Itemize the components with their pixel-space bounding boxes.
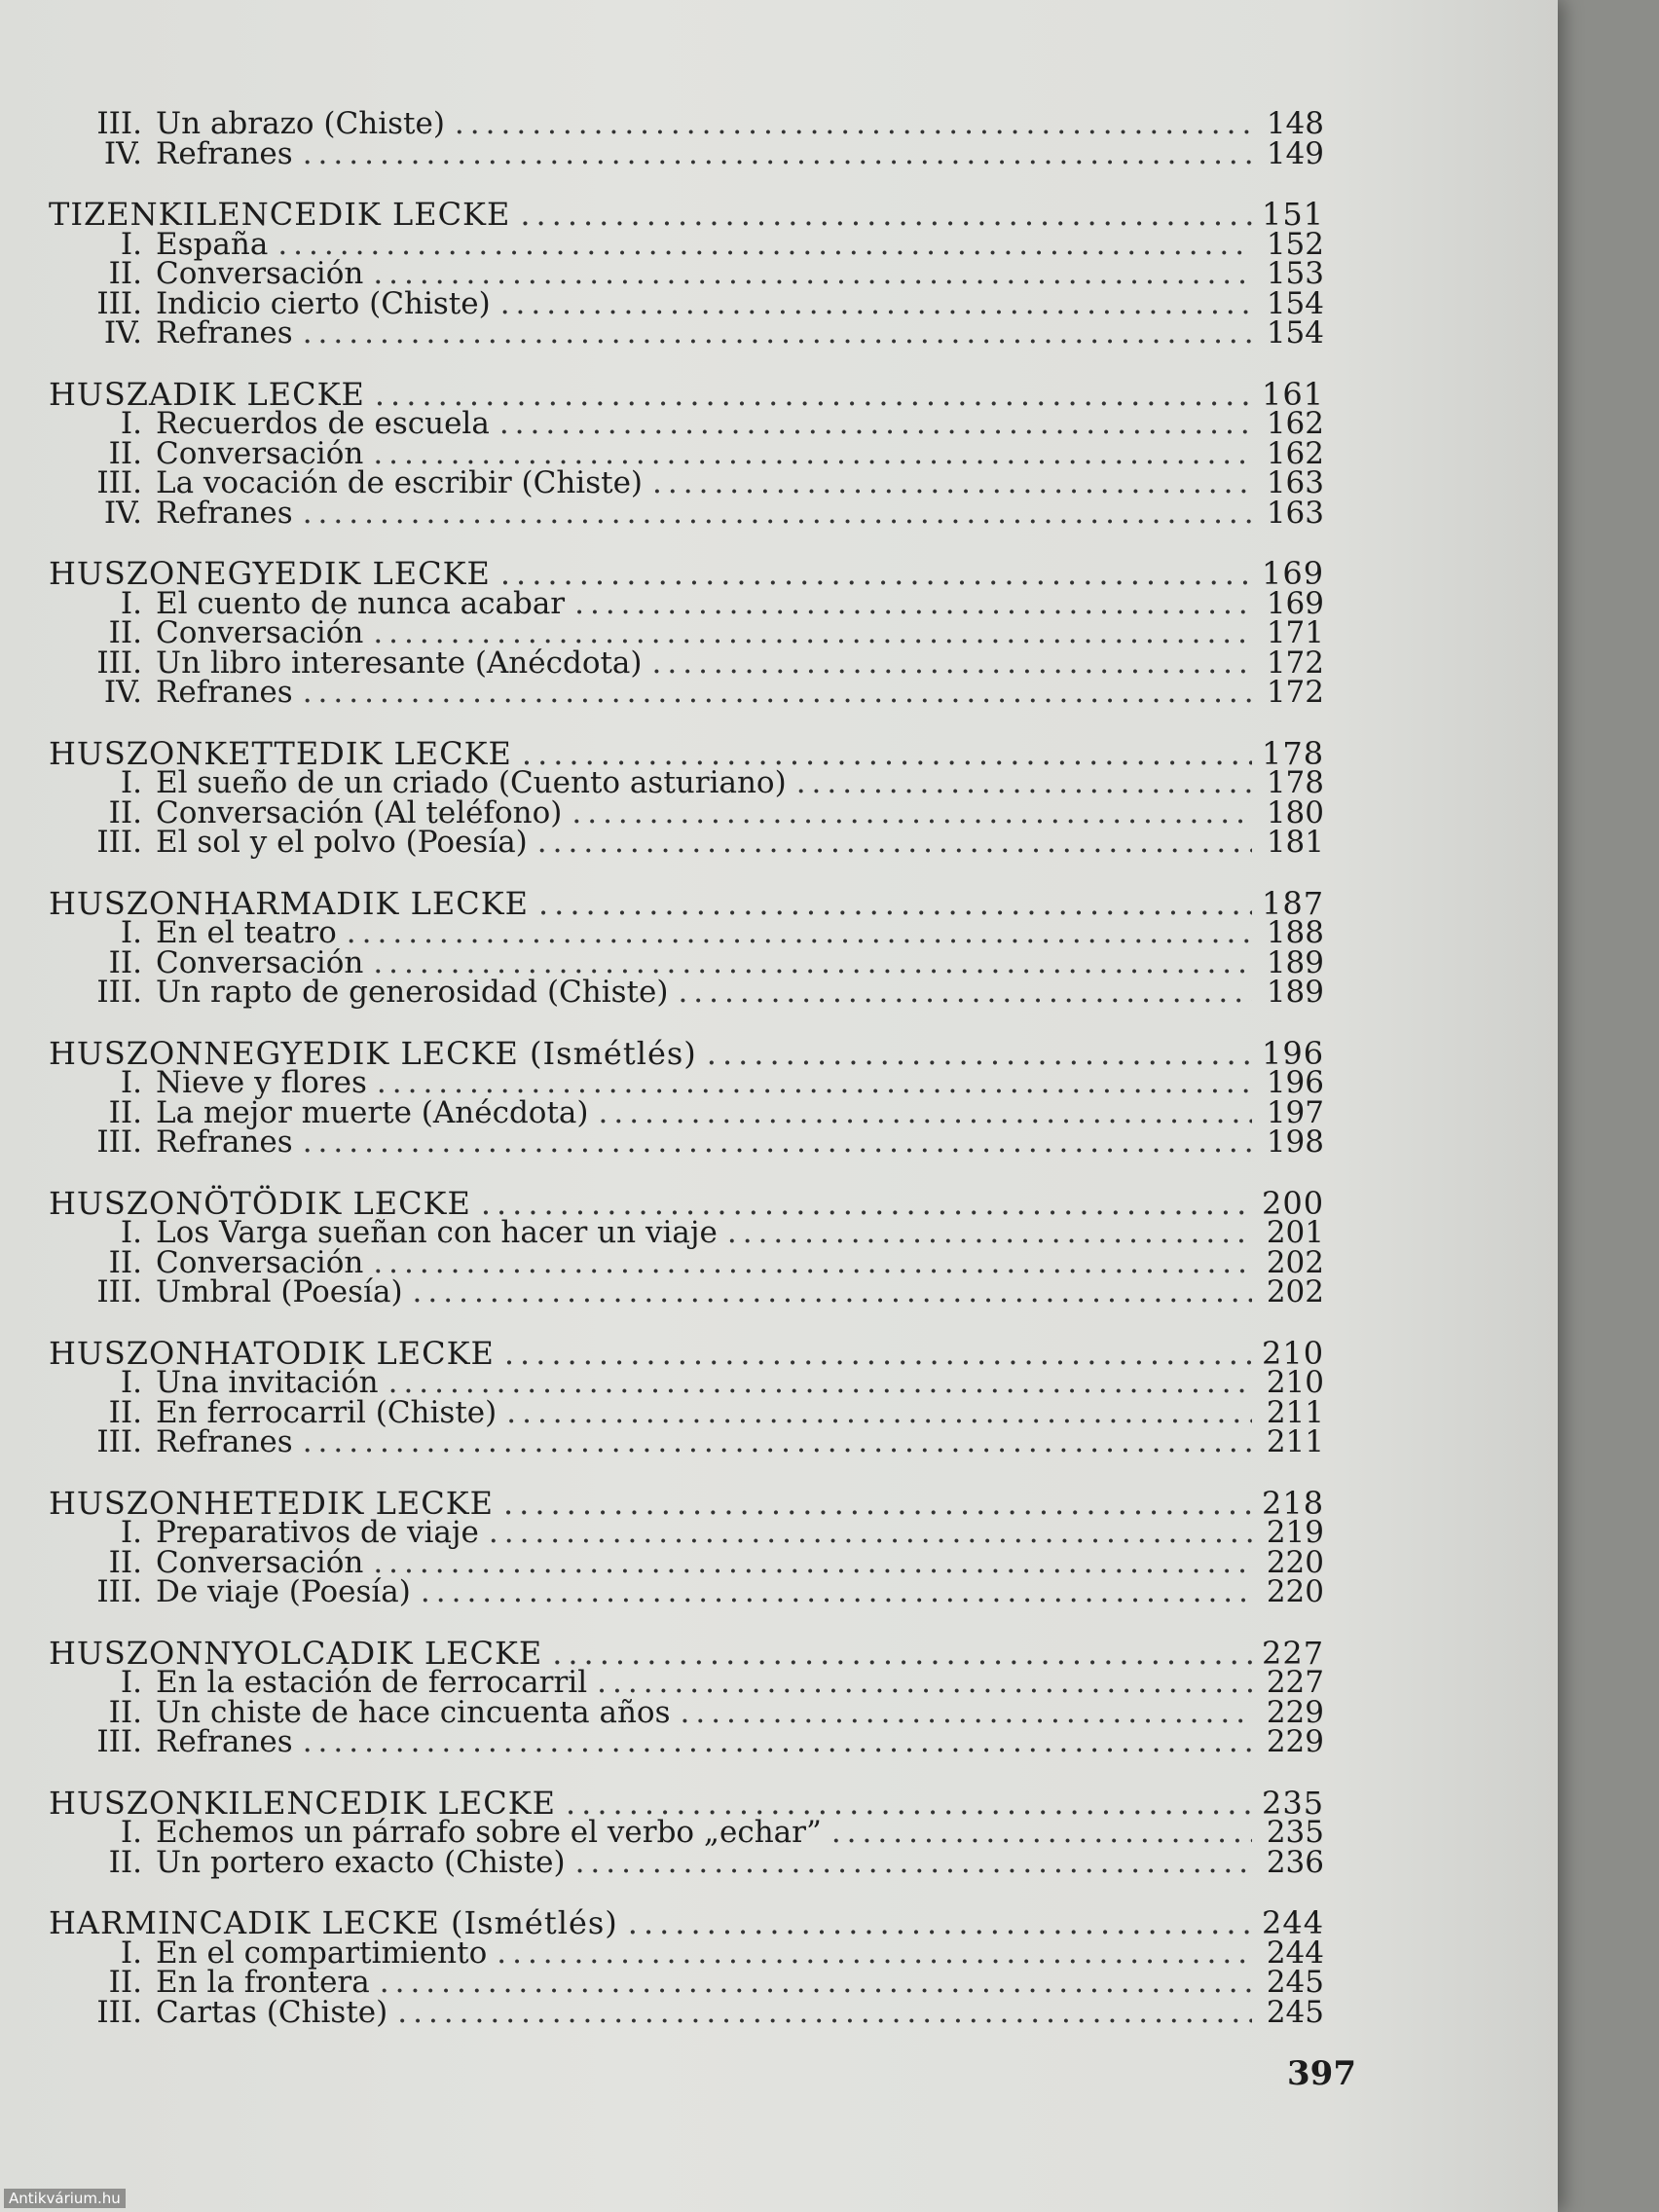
entry-title: Conversación xyxy=(156,1544,364,1580)
entry-page: 210 xyxy=(1266,1365,1324,1400)
entry-page: 211 xyxy=(1266,1424,1324,1459)
entry-number: I. xyxy=(120,1515,142,1550)
toc-section xyxy=(49,106,1324,171)
toc-section xyxy=(49,1184,1325,1309)
entry-number: I. xyxy=(120,765,142,800)
entry-number: I. xyxy=(120,915,142,950)
leader-dots xyxy=(303,139,1252,169)
entry-number: IV. xyxy=(103,675,142,710)
toc-entry xyxy=(49,1094,1324,1130)
entry-page: 169 xyxy=(1266,585,1324,621)
toc-entry xyxy=(49,135,1324,171)
entry-title: Refranes xyxy=(156,1424,293,1459)
entry-page: 229 xyxy=(1266,1694,1324,1730)
toc-section xyxy=(49,1484,1325,1609)
lesson-page: 210 xyxy=(1262,1334,1325,1372)
leader-dots xyxy=(552,1639,1252,1669)
entry-title: En el compartimiento xyxy=(156,1935,488,1971)
entry-title: Recuerdos de escuela xyxy=(156,406,490,441)
leader-dots xyxy=(566,1788,1252,1819)
entry-number: I. xyxy=(120,585,142,621)
entry-page: 171 xyxy=(1266,615,1324,650)
leader-dots xyxy=(303,678,1252,708)
entry-title: Conversación (Al teléfono) xyxy=(156,794,563,830)
leader-dots xyxy=(727,1218,1252,1248)
entry-page: 211 xyxy=(1266,1394,1324,1430)
leader-dots xyxy=(678,977,1252,1008)
leader-dots xyxy=(831,1818,1252,1848)
toc-section xyxy=(49,375,1325,531)
entry-title: Un abrazo (Chiste) xyxy=(156,106,445,141)
entry-title: Refranes xyxy=(156,1124,293,1160)
toc-entry xyxy=(49,585,1324,621)
entry-number: II. xyxy=(108,1544,142,1580)
leader-dots xyxy=(652,648,1252,679)
entry-number: III. xyxy=(96,1124,142,1160)
toc-entry xyxy=(49,1724,1324,1759)
leader-dots xyxy=(373,1248,1252,1278)
entry-page: 178 xyxy=(1266,765,1324,800)
entry-title: El cuento de nunca acabar xyxy=(156,585,566,621)
toc-entry xyxy=(49,825,1324,860)
entry-page: 220 xyxy=(1266,1574,1324,1609)
entry-title: Cartas (Chiste) xyxy=(156,1994,388,2030)
lesson-title: TIZENKILENCEDIK LECKE xyxy=(49,196,511,233)
toc-entry xyxy=(49,1124,1324,1160)
entry-page: 172 xyxy=(1266,675,1324,710)
leader-dots xyxy=(380,1968,1252,1998)
leader-dots xyxy=(503,1489,1252,1519)
entry-title: Indicio cierto (Chiste) xyxy=(156,285,491,321)
table-of-contents xyxy=(49,106,1325,2058)
leader-dots xyxy=(499,409,1252,439)
leader-dots xyxy=(575,1848,1252,1878)
lesson-page: 218 xyxy=(1262,1484,1325,1522)
leader-dots xyxy=(481,1189,1252,1219)
toc-entry xyxy=(49,1574,1324,1609)
toc-entry xyxy=(49,1244,1324,1280)
toc-entry xyxy=(49,1515,1324,1550)
leader-dots xyxy=(506,1398,1252,1428)
leader-dots xyxy=(277,230,1252,260)
toc-entry xyxy=(49,1065,1324,1100)
lesson-page: 235 xyxy=(1262,1784,1325,1822)
toc-entry xyxy=(49,645,1324,681)
toc-section xyxy=(49,1904,1325,2030)
leader-dots xyxy=(504,1339,1252,1369)
entry-title: Un libro interesante (Anécdota) xyxy=(156,645,643,681)
entry-title: La vocación de escribir (Chiste) xyxy=(156,465,644,500)
entry-number: I. xyxy=(120,1215,142,1250)
entry-number: III. xyxy=(96,645,142,681)
toc-entry xyxy=(49,915,1324,950)
lesson-page: 178 xyxy=(1262,734,1325,772)
lesson-page: 200 xyxy=(1262,1184,1325,1222)
leader-dots xyxy=(652,468,1252,498)
entry-page: 197 xyxy=(1266,1094,1324,1130)
lesson-title: HUSZONÖTÖDIK LECKE xyxy=(49,1184,471,1222)
entry-number: III. xyxy=(96,1424,142,1459)
leader-dots xyxy=(373,618,1252,648)
lesson-page: 196 xyxy=(1262,1034,1325,1072)
entry-page: 201 xyxy=(1266,1215,1324,1250)
toc-entry xyxy=(49,1815,1324,1850)
toc-entry xyxy=(49,1424,1324,1459)
entry-title: Conversación xyxy=(156,435,364,471)
leader-dots xyxy=(373,259,1252,289)
entry-title: Refranes xyxy=(156,135,293,171)
lesson-heading xyxy=(49,375,1325,413)
entry-title: Nieve y flores xyxy=(156,1065,367,1100)
entry-number: III. xyxy=(96,1574,142,1609)
entry-number: III. xyxy=(96,465,142,500)
entry-number: II. xyxy=(108,944,142,980)
lesson-title: HUSZONKILENCEDIK LECKE xyxy=(49,1784,556,1822)
lesson-heading xyxy=(49,555,1325,592)
entry-page: 162 xyxy=(1266,435,1324,471)
leader-dots xyxy=(520,200,1252,230)
lesson-heading xyxy=(49,1034,1325,1072)
entry-page: 189 xyxy=(1266,975,1324,1010)
entry-title: En la estación de ferrocarril xyxy=(156,1665,588,1700)
entry-title: El sueño de un criado (Cuento asturiano) xyxy=(156,765,787,800)
toc-entry xyxy=(49,1365,1324,1400)
entry-page: 181 xyxy=(1266,825,1324,860)
entry-number: I. xyxy=(120,1935,142,1971)
toc-entry xyxy=(49,794,1324,830)
leader-dots xyxy=(303,1427,1252,1457)
toc-entry xyxy=(49,1844,1324,1880)
entry-number: IV. xyxy=(103,315,142,350)
entry-page: 172 xyxy=(1266,645,1324,681)
entry-title: Preparativos de viaje xyxy=(156,1515,479,1550)
entry-number: IV. xyxy=(103,495,142,531)
entry-page: 149 xyxy=(1266,135,1324,171)
leader-dots xyxy=(373,1548,1252,1578)
entry-page: 227 xyxy=(1266,1665,1324,1700)
toc-section xyxy=(49,1784,1325,1880)
lesson-heading xyxy=(49,1184,1325,1222)
leader-dots xyxy=(489,1518,1252,1548)
entry-title: Conversación xyxy=(156,256,364,291)
leader-dots xyxy=(421,1577,1252,1607)
lesson-heading xyxy=(49,1334,1325,1372)
entry-number: II. xyxy=(108,1244,142,1280)
toc-entry xyxy=(49,315,1324,350)
entry-title: Umbral (Poesía) xyxy=(156,1274,403,1309)
lesson-page: 187 xyxy=(1262,884,1325,922)
entry-page: 235 xyxy=(1266,1815,1324,1850)
toc-entry xyxy=(49,106,1324,141)
entry-number: I. xyxy=(120,226,142,262)
entry-title: Un portero exacto (Chiste) xyxy=(156,1844,566,1880)
entry-title: España xyxy=(156,226,269,262)
leader-dots xyxy=(628,1908,1252,1938)
entry-number: I. xyxy=(120,406,142,441)
lesson-title: HUSZONKETTEDIK LECKE xyxy=(49,734,512,772)
entry-title: En la frontera xyxy=(156,1965,370,2000)
leader-dots xyxy=(303,318,1252,349)
lesson-page: 161 xyxy=(1262,375,1325,413)
toc-entry xyxy=(49,406,1324,441)
toc-entry xyxy=(49,226,1324,262)
entry-number: III. xyxy=(96,825,142,860)
toc-entry xyxy=(49,1935,1324,1971)
toc-entry xyxy=(49,765,1324,800)
lesson-title: HUSZONEGYEDIK LECKE xyxy=(49,555,491,592)
leader-dots xyxy=(375,380,1252,410)
entry-number: II. xyxy=(108,1694,142,1730)
entry-number: III. xyxy=(96,1274,142,1309)
lesson-title: HUSZONNEGYEDIK LECKE (Ismétlés) xyxy=(49,1034,697,1072)
entry-title: Refranes xyxy=(156,315,293,350)
entry-number: II. xyxy=(108,1094,142,1130)
lesson-heading xyxy=(49,1904,1325,1941)
toc-entry xyxy=(49,1544,1324,1580)
entry-number: I. xyxy=(120,1815,142,1850)
entry-title: La mejor muerte (Anécdota) xyxy=(156,1094,589,1130)
entry-page: 244 xyxy=(1266,1935,1324,1971)
leader-dots xyxy=(707,1039,1252,1069)
entry-number: II. xyxy=(108,1965,142,2000)
entry-page: 162 xyxy=(1266,406,1324,441)
leader-dots xyxy=(574,589,1252,619)
leader-dots xyxy=(681,1698,1253,1728)
toc-entry xyxy=(49,615,1324,650)
entry-number: II. xyxy=(108,256,142,291)
entry-number: II. xyxy=(108,615,142,650)
toc-entry xyxy=(49,1394,1324,1430)
leader-dots xyxy=(455,109,1252,139)
leader-dots xyxy=(522,739,1252,769)
entry-page: 229 xyxy=(1266,1724,1324,1759)
entry-page: 198 xyxy=(1266,1124,1324,1160)
page-number: 397 xyxy=(1287,2054,1356,2093)
toc-entry xyxy=(49,495,1324,531)
entry-page: 154 xyxy=(1266,315,1324,350)
lesson-heading xyxy=(49,1634,1325,1672)
entry-page: 220 xyxy=(1266,1544,1324,1580)
lesson-title: HARMINCADIK LECKE (Ismétlés) xyxy=(49,1904,618,1941)
leader-dots xyxy=(397,1998,1252,2028)
watermark: Antikvárium.hu xyxy=(4,2189,126,2208)
entry-page: 163 xyxy=(1266,465,1324,500)
entry-page: 152 xyxy=(1266,226,1324,262)
leader-dots xyxy=(571,798,1252,829)
leader-dots xyxy=(373,948,1252,978)
entry-title: El sol y el polvo (Poesía) xyxy=(156,825,528,860)
toc-section xyxy=(49,884,1325,1010)
leader-dots xyxy=(500,289,1252,319)
toc-section xyxy=(49,1034,1325,1160)
lesson-title: HUSZONHARMADIK LECKE xyxy=(49,884,529,922)
entry-number: III. xyxy=(96,1724,142,1759)
entry-page: 219 xyxy=(1266,1515,1324,1550)
toc-entry xyxy=(49,435,1324,471)
entry-number: I. xyxy=(120,1065,142,1100)
lesson-page: 169 xyxy=(1262,555,1325,592)
entry-number: III. xyxy=(96,1994,142,2030)
leader-dots xyxy=(500,559,1252,589)
entry-title: Una invitación xyxy=(156,1365,379,1400)
toc-entry xyxy=(49,1215,1324,1250)
entry-title: De viaje (Poesía) xyxy=(156,1574,411,1609)
lesson-page: 151 xyxy=(1262,196,1325,233)
lesson-heading xyxy=(49,1784,1325,1822)
entry-page: 196 xyxy=(1266,1065,1324,1100)
entry-page: 202 xyxy=(1266,1244,1324,1280)
entry-number: I. xyxy=(120,1365,142,1400)
entry-number: II. xyxy=(108,1844,142,1880)
entry-number: III. xyxy=(96,975,142,1010)
toc-section xyxy=(49,734,1325,860)
toc-section xyxy=(49,196,1325,350)
toc-entry xyxy=(49,1965,1324,2000)
lesson-heading xyxy=(49,196,1325,233)
entry-page: 245 xyxy=(1266,1994,1324,2030)
toc-entry xyxy=(49,675,1324,710)
entry-number: III. xyxy=(96,106,142,141)
lesson-title: HUSZONHATODIK LECKE xyxy=(49,1334,495,1372)
lesson-page: 244 xyxy=(1262,1904,1325,1941)
lesson-title: HUSZONHETEDIK LECKE xyxy=(49,1484,494,1522)
lesson-page: 227 xyxy=(1262,1634,1325,1672)
leader-dots xyxy=(303,1727,1252,1757)
leader-dots xyxy=(303,498,1252,529)
entry-page: 188 xyxy=(1266,915,1324,950)
leader-dots xyxy=(347,918,1252,948)
toc-entry xyxy=(49,465,1324,500)
entry-page: 154 xyxy=(1266,285,1324,321)
entry-title: Un rapto de generosidad (Chiste) xyxy=(156,975,669,1010)
lesson-heading xyxy=(49,734,1325,772)
entry-page: 202 xyxy=(1266,1274,1324,1309)
toc-entry xyxy=(49,1994,1324,2030)
lesson-heading xyxy=(49,884,1325,922)
entry-number: II. xyxy=(108,1394,142,1430)
toc-entry xyxy=(49,1694,1324,1730)
toc-entry xyxy=(49,285,1324,321)
entry-title: Refranes xyxy=(156,1724,293,1759)
entry-title: Conversación xyxy=(156,944,364,980)
toc-entry xyxy=(49,1665,1324,1700)
leader-dots xyxy=(388,1368,1252,1398)
toc-section xyxy=(49,1634,1325,1759)
toc-entry xyxy=(49,256,1324,291)
lesson-title: HUSZONNYOLCADIK LECKE xyxy=(49,1634,543,1672)
entry-page: 148 xyxy=(1266,106,1324,141)
entry-title: En ferrocarril (Chiste) xyxy=(156,1394,498,1430)
entry-title: Refranes xyxy=(156,495,293,531)
leader-dots xyxy=(796,768,1252,798)
entry-number: II. xyxy=(108,435,142,471)
leader-dots xyxy=(413,1277,1252,1308)
entry-number: II. xyxy=(108,794,142,830)
entry-page: 245 xyxy=(1266,1965,1324,2000)
leader-dots xyxy=(497,1938,1252,1969)
entry-title: Conversación xyxy=(156,615,364,650)
leader-dots xyxy=(373,439,1252,469)
entry-number: III. xyxy=(96,285,142,321)
entry-title: En el teatro xyxy=(156,915,337,950)
toc-entry xyxy=(49,977,1324,1008)
entry-page: 163 xyxy=(1266,495,1324,531)
entry-number: I. xyxy=(120,1665,142,1700)
leader-dots xyxy=(377,1068,1252,1098)
entry-page: 153 xyxy=(1266,256,1324,291)
leader-dots xyxy=(597,1668,1252,1698)
entry-title: Los Varga sueñan con hacer un viaje xyxy=(156,1215,718,1250)
leader-dots xyxy=(537,828,1252,858)
lesson-heading xyxy=(49,1484,1325,1522)
entry-page: 180 xyxy=(1266,794,1324,830)
entry-title: Echemos un párrafo sobre el verbo „echar” xyxy=(156,1815,822,1850)
entry-title: Conversación xyxy=(156,1244,364,1280)
leader-dots xyxy=(538,889,1252,919)
entry-number: IV. xyxy=(103,135,142,171)
toc-section xyxy=(49,555,1325,710)
toc-entry xyxy=(49,944,1324,980)
toc-entry xyxy=(49,1274,1324,1309)
entry-page: 189 xyxy=(1266,944,1324,980)
entry-title: Refranes xyxy=(156,675,293,710)
entry-page: 236 xyxy=(1266,1844,1324,1880)
lesson-title: HUSZADIK LECKE xyxy=(49,375,365,413)
entry-title: Un chiste de hace cincuenta años xyxy=(156,1694,671,1730)
leader-dots xyxy=(599,1098,1253,1128)
leader-dots xyxy=(303,1127,1252,1158)
toc-section xyxy=(49,1334,1325,1459)
